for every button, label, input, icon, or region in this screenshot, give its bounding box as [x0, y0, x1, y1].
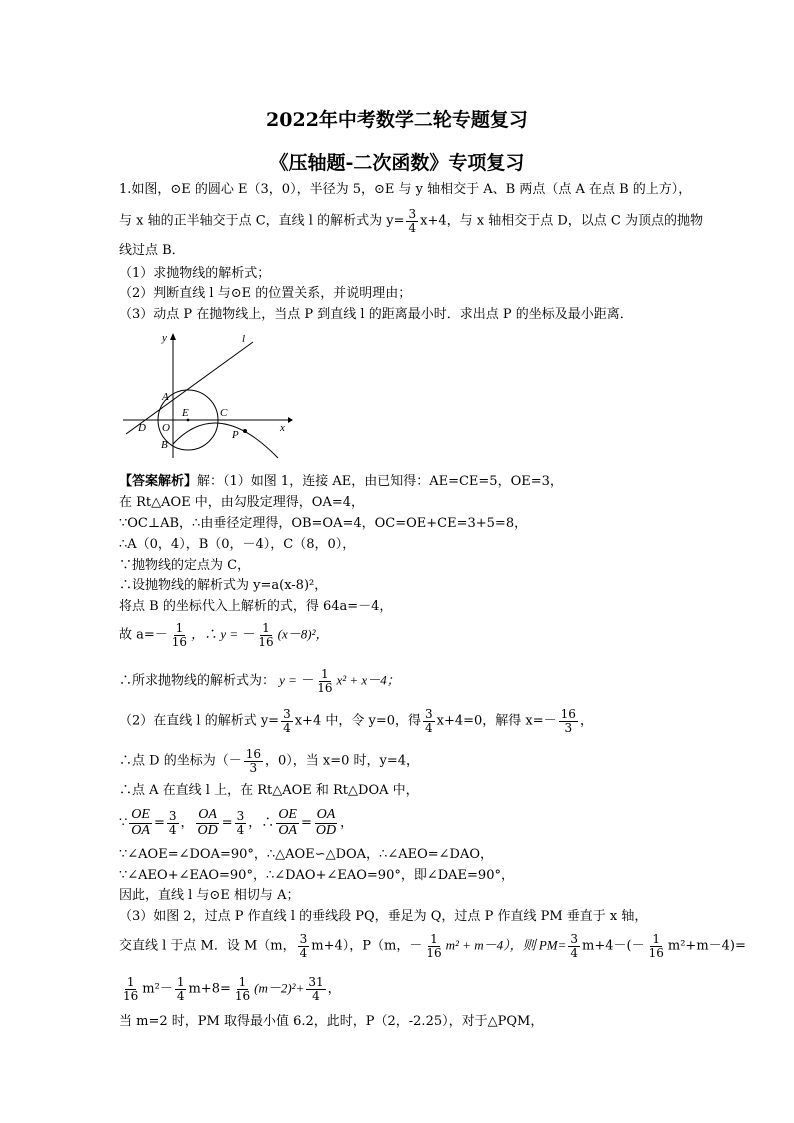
solution-line-11: ∴点 D 的坐标为（－ $\frac{16}{3}$ ，0），当 x=0 时，y=4，: [119, 747, 420, 775]
label-b: B: [161, 439, 168, 451]
fraction: $\frac{1}{16}$: [258, 621, 274, 649]
fraction: $\frac{OE}{OA}$: [131, 807, 150, 838]
fraction: $\frac{1}{16}$: [317, 667, 333, 695]
solution-line-2: 在 Rt△AOE 中，由勾股定理得，OA=4，: [119, 495, 365, 510]
y-axis-arrow: [170, 333, 176, 340]
label-d: D: [138, 422, 146, 434]
fraction: $\frac{3}{4}$: [425, 707, 433, 735]
fraction: $\frac{3}{4}$: [283, 707, 291, 735]
solution-line-14: ∵∠AOE=∠DOA=90°，∴△AOE∽△DOA，∴∠AEO=∠DAO，: [119, 847, 494, 862]
x-axis-arrow: [288, 417, 293, 423]
solution-line-12: ∴点 A 在直线 l 上，在 Rt△AOE 和 Rt△DOA 中，: [119, 783, 419, 798]
fraction: $\frac{3}{4}$: [168, 809, 177, 837]
fraction: $\frac{1}{4}$: [176, 975, 185, 1003]
document-subtitle: 《压轴题-二次函数》专项复习: [269, 152, 525, 174]
solution-line-8: 故 a=－ $\frac{1}{16}$ ，∴ y = － $\frac{1}{16}$ (x－8)²，: [119, 621, 329, 649]
solution-line-17: （3）如图 2，过点 P 作直线 l 的垂线段 PQ，垂足为 Q，过点 P 作直线 PM 垂直于 x 轴，: [119, 909, 648, 924]
label-y: y: [162, 332, 167, 344]
question-3: （3）动点 P 在抛物线上，当点 P 到直线 l 的距离最小时．求出点 P 的坐标及最小距离．: [119, 307, 633, 322]
solution-line-7: 将点 B 的坐标代入上解析的式，得 64a=－4，: [119, 599, 393, 614]
solution-line-1: 【答案解析】解：（1）如图 1，连接 AE，由已知得：AE=CE=5，OE=3，: [119, 474, 563, 489]
fraction: $\frac{3}{4}$: [570, 932, 579, 960]
label-c: C: [220, 407, 228, 419]
solution-line-10: （2）在直线 l 的解析式 y= $\frac{3}{4}$ x+4 中，令 y=0，得 $\frac{3}{4}$ x+4=0，解得 x=－ $\frac{16}{3}$ ，: [119, 707, 593, 735]
solution-line-9: ∴所求抛物线的解析式为： y = － $\frac{1}{16}$ x² + x－4；: [119, 667, 400, 695]
label-e: E: [182, 407, 189, 419]
solution-line-16: 因此，直线 l 与⊙E 相切与 A；: [119, 888, 300, 903]
solution-line-4: ∴A（0，4），B（0，－4），C（8，0），: [119, 537, 356, 552]
solution-line-5: ∵抛物线的定点为 C，: [119, 558, 251, 573]
point-e: [187, 419, 190, 422]
solution-line-13: ∵ $\frac{OE}{OA}$ = $\frac{3}{4}$ ， $\frac{OA}{OD}$ = $\frac{3}{4}$ ，∴ $\frac{OE}{OA}$ = $\frac{OA}{OD}$ ，: [119, 807, 354, 838]
label-a: A: [162, 391, 169, 403]
question-2: （2）判断直线 l 与⊙E 的位置关系，并说明理由；: [119, 286, 412, 301]
parabola: [173, 423, 278, 458]
fraction: $\frac{OA}{OD}$: [315, 807, 337, 838]
fraction: $\frac{3}{4}$: [236, 809, 245, 837]
fraction: $\frac{16}{3}$: [560, 707, 576, 735]
fraction: $\frac{1}{16}$: [123, 975, 139, 1003]
fraction: $\frac{31}{4}$: [308, 975, 324, 1003]
label-l: l: [242, 333, 246, 345]
fraction: $\frac{1}{16}$: [234, 975, 251, 1003]
fraction: $\frac{1}{16}$: [171, 621, 188, 649]
solution-line-18: 交直线 l 于点 M．设 M（m， $\frac{3}{4}$ m+4），P（m，－ $\frac{1}{16}$ m² + m－4），则 PM= $\frac{3}{4}$ m+4－(－ $\frac{1}{16}$ m²+m－4)=: [119, 932, 746, 960]
solution-line-3: ∵OC⊥AB，∴由垂径定理得，OB=OA=4，OC=OE+CE=3+5=8，: [119, 516, 528, 531]
solution-line-20: 当 m=2 时，PM 取得最小值 6.2，此时，P（2，-2.25），对于△PQM，: [119, 1014, 544, 1029]
question-1: （1）求抛物线的解析式；: [119, 266, 271, 281]
geometry-figure: [118, 330, 293, 460]
fraction: $\frac{3}{4}$: [408, 207, 417, 235]
label-p: P: [232, 429, 239, 441]
point-p: [243, 429, 247, 433]
fraction: $\frac{3}{4}$: [299, 932, 308, 960]
fraction: $\frac{OE}{OA}$: [278, 807, 297, 838]
fraction: $\frac{16}{3}$: [245, 747, 261, 775]
fraction: $\frac{1}{16}$: [426, 932, 442, 960]
solution-line-15: ∵∠AEO+∠EAO=90°，∴∠DAO+∠EAO=90°，即∠DAE=90°，: [119, 868, 514, 883]
label-x: x: [280, 422, 285, 434]
label-o: O: [162, 422, 170, 434]
problem-line-2: 与 x 轴的正半轴交于点 C，直线 l 的解析式为 y= $\frac{3}{4}$ x+4，与 x 轴相交于点 D，以点 C 为顶点的抛物: [119, 207, 703, 235]
fraction: $\frac{1}{16}$: [648, 932, 664, 960]
problem-line-3: 线过点 B．: [119, 243, 185, 258]
solution-line-19: $\frac{1}{16}$ m²－ $\frac{1}{4}$ m+8= $\frac{1}{16}$ (m－2)²+ $\frac{31}{4}$ ，: [123, 975, 341, 1003]
fraction: $\frac{OA}{OD}$: [197, 807, 218, 838]
solution-line-6: ∴设抛物线的解析式为 y=a(x-8)²，: [119, 578, 328, 593]
document-title: 2022年中考数学二轮专题复习: [266, 109, 528, 131]
problem-line-1: 1.如图，⊙E 的圆心 E（3，0），半径为 5，⊙E 与 y 轴相交于 A、B 两点（点 A 在点 B 的上方），: [119, 182, 692, 197]
